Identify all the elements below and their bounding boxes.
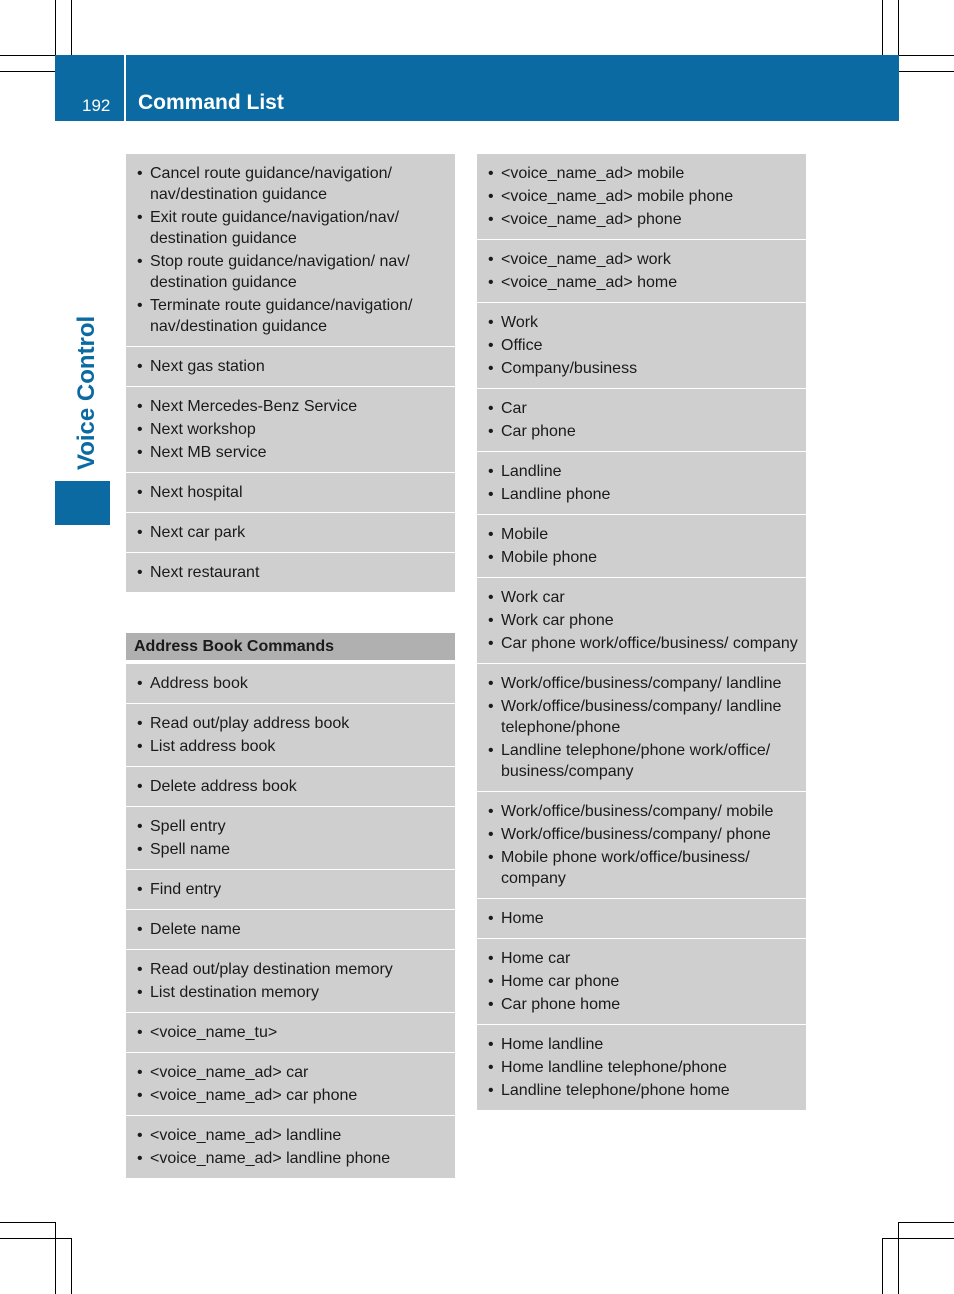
command-item: • Next workshop [136, 419, 447, 440]
command-group [126, 154, 455, 347]
command-item: • <voice_name_ad> car phone [136, 1085, 447, 1106]
command-group [126, 704, 455, 767]
navigation-command-list [126, 154, 455, 593]
section-header-address-book: Address Book Commands [126, 633, 455, 664]
section-spacer [126, 593, 455, 633]
command-group [477, 452, 806, 515]
crop-mark [0, 71, 55, 72]
command-item: • <voice_name_ad> mobile phone [487, 186, 798, 207]
command-item: • Next gas station [136, 356, 447, 377]
command-item: • Next restaurant [136, 562, 447, 583]
command-item: • <voice_name_ad> home [487, 272, 798, 293]
command-group [126, 513, 455, 553]
crop-mark [899, 71, 954, 72]
right-command-column [477, 154, 806, 1111]
command-group [126, 1116, 455, 1179]
crop-mark [71, 1238, 72, 1294]
command-item: • Delete address book [136, 776, 447, 797]
command-group [126, 910, 455, 950]
command-item: • <voice_name_tu> [136, 1022, 447, 1043]
left-command-column [126, 154, 455, 1179]
command-item: • Find entry [136, 879, 447, 900]
side-tab-marker [55, 481, 110, 525]
command-item: • Home landline [487, 1034, 798, 1055]
command-item: • Car phone [487, 421, 798, 442]
command-group [126, 950, 455, 1013]
crop-mark [882, 1238, 883, 1294]
command-item: • Work/office/business/company/ landline [487, 673, 798, 694]
command-item: • Read out/play destination memory [136, 959, 447, 980]
command-group [477, 899, 806, 939]
crop-mark [899, 1222, 954, 1223]
header-divider [124, 55, 126, 121]
command-item: • Spell entry [136, 816, 447, 837]
command-group [477, 664, 806, 792]
crop-mark [898, 1222, 899, 1294]
command-group [477, 303, 806, 389]
command-item: • Next car park [136, 522, 447, 543]
command-item: • <voice_name_ad> car [136, 1062, 447, 1083]
command-item: • Company/business [487, 358, 798, 379]
command-group [126, 473, 455, 513]
command-item: • Next MB service [136, 442, 447, 463]
command-item: • Work/office/business/company/ mobile [487, 801, 798, 822]
command-item: • Terminate route guidance/navigation/ nav/destination guidance [136, 295, 447, 337]
command-item: • Landline telephone/phone home [487, 1080, 798, 1101]
command-item: • Exit route guidance/navigation/nav/ destination guidance [136, 207, 447, 249]
address-book-command-list [126, 664, 455, 1179]
command-item: • Address book [136, 673, 447, 694]
command-item: • <voice_name_ad> landline [136, 1125, 447, 1146]
command-group [477, 389, 806, 452]
crop-mark [55, 1222, 56, 1294]
crop-mark [0, 55, 55, 56]
command-group [477, 515, 806, 578]
command-group [126, 387, 455, 473]
command-item: • Next hospital [136, 482, 447, 503]
command-item: • Mobile [487, 524, 798, 545]
command-item: • <voice_name_ad> mobile [487, 163, 798, 184]
command-item: • Car [487, 398, 798, 419]
command-group [126, 870, 455, 910]
command-group [126, 767, 455, 807]
command-group [126, 347, 455, 387]
command-item: • Home car phone [487, 971, 798, 992]
command-item: • Work/office/business/company/ landline telephone/phone [487, 696, 798, 738]
command-item: • Delete name [136, 919, 447, 940]
crop-mark [899, 55, 954, 56]
command-group [477, 939, 806, 1025]
command-group [477, 1025, 806, 1111]
command-group [477, 240, 806, 303]
command-item: • Home landline telephone/phone [487, 1057, 798, 1078]
command-item: • <voice_name_ad> work [487, 249, 798, 270]
command-group [126, 807, 455, 870]
command-item: • Next Mercedes-Benz Service [136, 396, 447, 417]
command-item: • Car phone work/office/business/ company [487, 633, 798, 654]
contact-command-list [477, 154, 806, 1111]
command-item: • Work [487, 312, 798, 333]
command-item: • <voice_name_ad> phone [487, 209, 798, 230]
crop-mark [883, 1238, 954, 1239]
crop-mark [898, 0, 899, 55]
command-item: • Mobile phone work/office/business/ company [487, 847, 798, 889]
command-item: • Mobile phone [487, 547, 798, 568]
command-item: • Work/office/business/company/ phone [487, 824, 798, 845]
command-item: • Car phone home [487, 994, 798, 1015]
command-group [126, 1013, 455, 1053]
side-section-label: Voice Control [73, 315, 100, 470]
command-group [477, 792, 806, 899]
command-group [477, 578, 806, 664]
command-item: • Work car phone [487, 610, 798, 631]
page-title: Command List [138, 91, 284, 114]
command-item: • List destination memory [136, 982, 447, 1003]
command-group [126, 664, 455, 704]
command-item: • Stop route guidance/navigation/ nav/ destination guidance [136, 251, 447, 293]
command-item: • Office [487, 335, 798, 356]
command-group [126, 553, 455, 593]
command-item: • Landline phone [487, 484, 798, 505]
command-item: • Cancel route guidance/navigation/ nav/destination guidance [136, 163, 447, 205]
command-item: • Spell name [136, 839, 447, 860]
crop-mark [71, 0, 72, 55]
command-group [477, 154, 806, 240]
command-item: • Work car [487, 587, 798, 608]
crop-mark [55, 0, 56, 55]
command-item: • <voice_name_ad> landline phone [136, 1148, 447, 1169]
command-group [126, 1053, 455, 1116]
command-item: • Read out/play address book [136, 713, 447, 734]
command-item: • Landline [487, 461, 798, 482]
crop-mark [0, 1222, 55, 1223]
page-number: 192 [82, 96, 111, 115]
command-item: • Home car [487, 948, 798, 969]
command-item: • Home [487, 908, 798, 929]
crop-mark [0, 1238, 71, 1239]
crop-mark [882, 0, 883, 55]
command-item: • List address book [136, 736, 447, 757]
command-item: • Landline telephone/phone work/office/ business/company [487, 740, 798, 782]
